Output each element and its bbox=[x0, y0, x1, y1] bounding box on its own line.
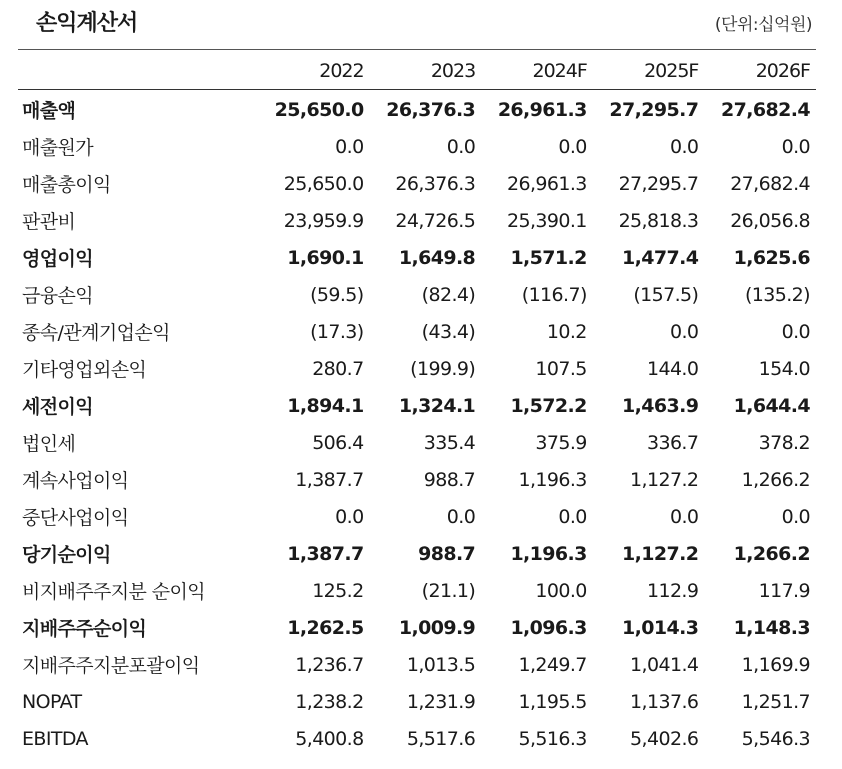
value-cell: (43.4) bbox=[421, 320, 476, 343]
value-cell: 154.0 bbox=[758, 357, 810, 380]
value-cell: 1,572.2 bbox=[510, 394, 587, 417]
value-cell: 26,376.3 bbox=[395, 172, 476, 195]
row-label: 매출액 bbox=[22, 100, 76, 122]
value-cell: 0.0 bbox=[558, 505, 587, 528]
value-cell: 26,056.8 bbox=[730, 209, 810, 232]
table-row bbox=[18, 646, 816, 683]
value-cell: 1,894.1 bbox=[287, 394, 364, 417]
value-cell: 112.9 bbox=[646, 579, 699, 602]
value-cell: 5,516.3 bbox=[518, 727, 587, 750]
header-label-cell bbox=[18, 52, 258, 89]
value-cell: 117.9 bbox=[758, 579, 810, 602]
table-row bbox=[18, 165, 816, 202]
value-cell: 5,546.3 bbox=[741, 727, 810, 750]
value-cell: (17.3) bbox=[310, 320, 364, 343]
row-label: 금융손익 bbox=[22, 285, 94, 307]
value-cell: 988.7 bbox=[423, 468, 476, 491]
value-cell: 0.0 bbox=[335, 135, 364, 158]
value-cell: 27,682.4 bbox=[721, 98, 810, 121]
value-cell: 0.0 bbox=[781, 505, 810, 528]
value-cell: 0.0 bbox=[669, 320, 699, 343]
value-cell: 26,961.3 bbox=[497, 98, 587, 121]
value-cell: 1,009.9 bbox=[398, 616, 476, 639]
value-cell: 125.2 bbox=[312, 579, 364, 602]
value-cell: 1,196.3 bbox=[518, 468, 587, 491]
value-cell: 988.7 bbox=[418, 542, 476, 565]
table-row bbox=[18, 202, 816, 239]
table-row bbox=[18, 720, 816, 757]
value-cell: 0.0 bbox=[335, 505, 364, 528]
value-cell: 1,195.5 bbox=[518, 690, 587, 713]
table-row bbox=[18, 313, 816, 350]
value-cell: 25,390.1 bbox=[506, 209, 587, 232]
value-cell: 1,014.3 bbox=[622, 616, 699, 639]
value-cell: 23,959.9 bbox=[283, 209, 364, 232]
table-row bbox=[18, 239, 816, 276]
value-cell: 1,463.9 bbox=[622, 394, 699, 417]
value-cell: 1,649.8 bbox=[398, 246, 476, 269]
row-label: EBITDA bbox=[22, 727, 88, 750]
value-cell: 1,690.1 bbox=[287, 246, 364, 269]
value-cell: 0.0 bbox=[781, 320, 810, 343]
row-label: 계속사업이익 bbox=[22, 470, 129, 492]
table-row bbox=[18, 424, 816, 461]
value-cell: 0.0 bbox=[669, 135, 699, 158]
value-cell: 375.9 bbox=[535, 431, 587, 454]
value-cell: 107.5 bbox=[535, 357, 587, 380]
row-label: 영업이익 bbox=[22, 248, 94, 270]
value-cell: 0.0 bbox=[781, 135, 810, 158]
value-cell: 506.4 bbox=[312, 431, 364, 454]
year-header: 2024F bbox=[532, 59, 587, 82]
value-cell: 378.2 bbox=[758, 431, 810, 454]
year-header: 2022 bbox=[319, 59, 364, 82]
value-cell: 1,266.2 bbox=[733, 542, 810, 565]
row-label: 비지배주주지분 순이익 bbox=[22, 581, 205, 603]
value-cell: 5,402.6 bbox=[630, 727, 699, 750]
value-cell: 1,477.4 bbox=[622, 246, 699, 269]
table-row bbox=[18, 350, 816, 387]
year-header: 2023 bbox=[430, 59, 476, 82]
value-cell: 144.0 bbox=[646, 357, 699, 380]
value-cell: 1,571.2 bbox=[510, 246, 587, 269]
value-cell: (59.5) bbox=[310, 283, 364, 306]
value-cell: 26,961.3 bbox=[506, 172, 587, 195]
value-cell: 1,249.7 bbox=[518, 653, 587, 676]
value-cell: 27,295.7 bbox=[609, 98, 699, 121]
value-cell: (157.5) bbox=[633, 283, 699, 306]
value-cell: 27,295.7 bbox=[618, 172, 699, 195]
value-cell: 0.0 bbox=[669, 505, 699, 528]
value-cell: 1,266.2 bbox=[741, 468, 810, 491]
row-label: 세전이익 bbox=[22, 396, 94, 418]
value-cell: 1,387.7 bbox=[287, 542, 364, 565]
value-cell: 1,236.7 bbox=[295, 653, 364, 676]
value-cell: 1,238.2 bbox=[295, 690, 364, 713]
value-cell: (135.2) bbox=[744, 283, 810, 306]
row-label: 당기순이익 bbox=[22, 544, 111, 566]
row-label: 지배주주순이익 bbox=[22, 618, 147, 640]
value-cell: 1,137.6 bbox=[630, 690, 699, 713]
row-label: 매출원가 bbox=[22, 137, 94, 159]
income-statement-table bbox=[18, 52, 816, 757]
value-cell: (116.7) bbox=[521, 283, 587, 306]
row-label: 중단사업이익 bbox=[22, 507, 129, 529]
value-cell: 25,818.3 bbox=[618, 209, 699, 232]
row-label: 법인세 bbox=[22, 433, 76, 455]
value-cell: 1,324.1 bbox=[398, 394, 476, 417]
value-cell: 1,644.4 bbox=[733, 394, 810, 417]
value-cell: 280.7 bbox=[312, 357, 364, 380]
value-cell: 10.2 bbox=[546, 320, 587, 343]
table-row bbox=[18, 572, 816, 609]
table-row bbox=[18, 276, 816, 313]
value-cell: 1,387.7 bbox=[295, 468, 364, 491]
table-row bbox=[18, 128, 816, 165]
top-divider bbox=[18, 49, 816, 50]
value-cell: 1,127.2 bbox=[622, 542, 699, 565]
value-cell: 1,231.9 bbox=[406, 690, 476, 713]
row-label: 종속/관계기업손익 bbox=[22, 322, 170, 344]
value-cell: 25,650.0 bbox=[274, 98, 364, 121]
table-row bbox=[18, 535, 816, 572]
table-row bbox=[18, 89, 816, 128]
value-cell: 0.0 bbox=[446, 135, 476, 158]
table-row bbox=[18, 683, 816, 720]
value-cell: (21.1) bbox=[421, 579, 476, 602]
value-cell: 0.0 bbox=[558, 135, 587, 158]
row-label: 판관비 bbox=[22, 211, 76, 233]
value-cell: 5,400.8 bbox=[295, 727, 364, 750]
next-section-title-cutoff bbox=[22, 760, 28, 769]
value-cell: 1,196.3 bbox=[510, 542, 587, 565]
value-cell: 26,376.3 bbox=[386, 98, 476, 121]
value-cell: 24,726.5 bbox=[395, 209, 476, 232]
row-label: NOPAT bbox=[22, 690, 82, 713]
value-cell: (82.4) bbox=[421, 283, 476, 306]
value-cell: 335.4 bbox=[423, 431, 476, 454]
value-cell: 1,096.3 bbox=[510, 616, 587, 639]
value-cell: 100.0 bbox=[535, 579, 587, 602]
value-cell: 1,148.3 bbox=[733, 616, 810, 639]
table-row bbox=[18, 609, 816, 646]
page-title: 손익계산서 bbox=[36, 11, 138, 36]
row-label: 매출총이익 bbox=[22, 174, 111, 196]
row-label: 기타영업외손익 bbox=[22, 359, 147, 381]
row-label: 지배주주지분포괄이익 bbox=[22, 655, 200, 677]
value-cell: 1,127.2 bbox=[630, 468, 699, 491]
value-cell: 27,682.4 bbox=[730, 172, 810, 195]
value-cell: 5,517.6 bbox=[406, 727, 476, 750]
table-row bbox=[18, 387, 816, 424]
table-row bbox=[18, 461, 816, 498]
value-cell: 336.7 bbox=[646, 431, 699, 454]
year-header: 2026F bbox=[755, 59, 810, 82]
value-cell: 1,262.5 bbox=[287, 616, 364, 639]
table-row bbox=[18, 498, 816, 535]
value-cell: 25,650.0 bbox=[283, 172, 364, 195]
header-row bbox=[18, 52, 816, 89]
value-cell: (199.9) bbox=[410, 357, 476, 380]
value-cell: 1,041.4 bbox=[630, 653, 699, 676]
value-cell: 0.0 bbox=[446, 505, 476, 528]
value-cell: 1,251.7 bbox=[741, 690, 810, 713]
value-cell: 1,013.5 bbox=[406, 653, 476, 676]
value-cell: 1,625.6 bbox=[733, 246, 810, 269]
year-header: 2025F bbox=[644, 59, 699, 82]
value-cell: 1,169.9 bbox=[741, 653, 810, 676]
unit-label: (단위:십억원) bbox=[714, 15, 812, 35]
